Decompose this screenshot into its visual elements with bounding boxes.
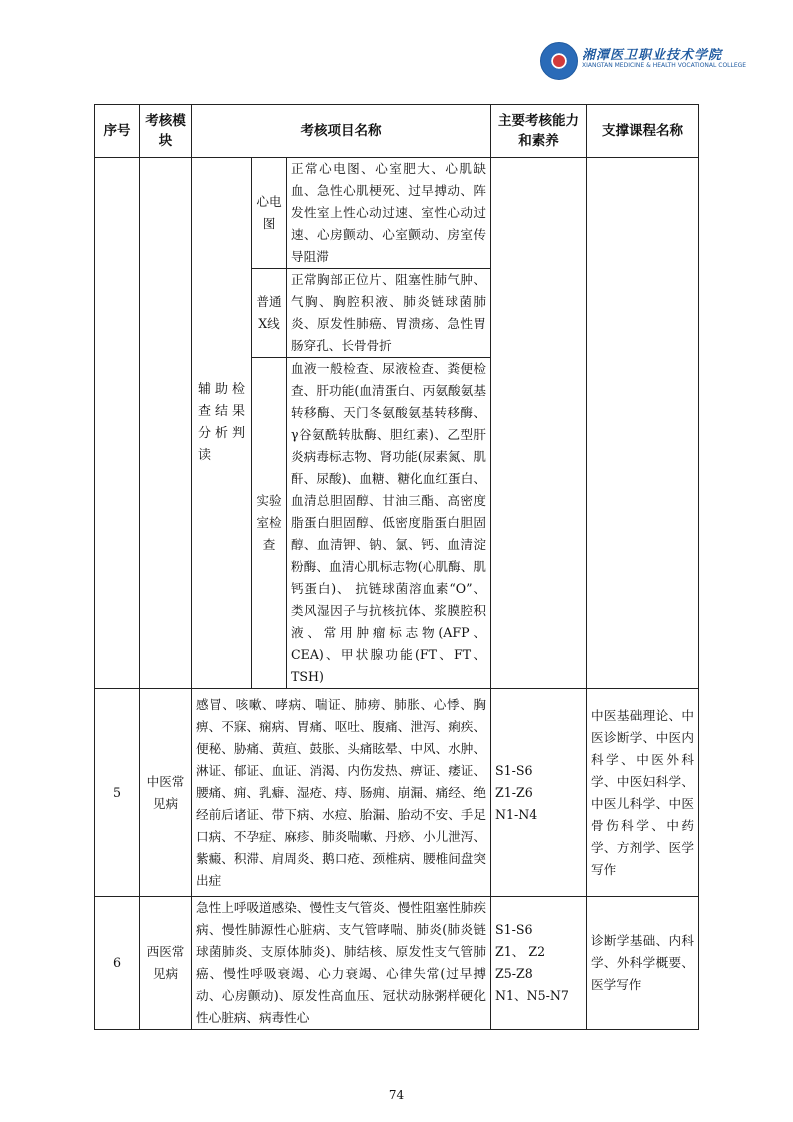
college-emblem-icon — [540, 42, 578, 80]
row-no: 5 — [95, 689, 140, 897]
sub-label-ecg: 心电图 — [252, 158, 287, 269]
college-logo — [540, 42, 770, 82]
sub-content-xray: 正常胸部正位片、阻塞性肺气肿、气胸、胸腔积液、肺炎链球菌肺炎、原发性肺癌、胃溃疡、急性胃肠穿孔、长骨骨折 — [287, 269, 491, 358]
row-course: 中医基础理论、中医诊断学、中医内科学、中医外科学、中医妇科学、中医儿科学、中医骨伤科学、中药学、方剂学、医学写作 — [587, 689, 699, 897]
header-course: 支撑课程名称 — [587, 105, 699, 158]
ability-line: Z1、 Z2 — [495, 944, 546, 959]
cont-ability-cell — [491, 158, 587, 689]
row-course: 诊断学基础、内科学、外科学概要、医学写作 — [587, 897, 699, 1030]
header-ability: 主要考核能力和素养 — [491, 105, 587, 158]
college-name-cn: 湘潭医卫职业技术学院 — [582, 48, 723, 63]
sub-module-label: 辅助检查结果分析判读 — [192, 158, 252, 689]
table-header-row — [95, 105, 699, 158]
cont-module-cell — [140, 158, 192, 689]
table-row — [95, 689, 699, 897]
row-module: 西医常见病 — [140, 897, 192, 1030]
row-module: 中医常见病 — [140, 689, 192, 897]
row-ability — [491, 897, 587, 1030]
sub-content-ecg: 正常心电图、心室肥大、心肌缺血、急性心肌梗死、过早搏动、阵发性室上性心动过速、室性心动过速、心房颤动、心室颤动、房室传导阻滞 — [287, 158, 491, 269]
table-row — [95, 897, 699, 1030]
table-row — [95, 158, 699, 269]
header-module: 考核模块 — [140, 105, 192, 158]
college-name-en: XIANGTAN MEDICINE & HEALTH VOCATIONAL COLLEGE — [582, 62, 747, 69]
ability-line: N1-N4 — [495, 806, 538, 822]
ability-line: Z1-Z6 — [495, 784, 533, 800]
ability-line: S1-S6 — [495, 922, 533, 937]
row-content: 感冒、咳嗽、哮病、喘证、肺痨、肺胀、心悸、胸痹、不寐、痫病、胃痛、呕吐、腹痛、泄泻、痢疾、便秘、胁痛、黄疸、鼓胀、头痛眩晕、中风、水肿、淋证、郁证、血证、消渴、内伤发热、痹证、痿证、腰痛、痈、乳癖、湿疮、痔、肠痈、崩漏、痛经、绝经前后诸证、带下病、水痘、胎漏、胎动不安、手足口病、不孕症、麻疹、肺炎喘嗽、丹痧、小儿泄泻、紫癜、积滞、肩周炎、鹅口疮、颈椎病、腰椎间盘突出症 — [192, 689, 491, 897]
sub-label-lab: 实验室检查 — [252, 358, 287, 689]
ability-line: Z5-Z8 — [495, 966, 533, 981]
row-no: 6 — [95, 897, 140, 1030]
cont-no-cell — [95, 158, 140, 689]
ability-line: S1-S6 — [495, 762, 533, 778]
cont-course-cell — [587, 158, 699, 689]
ability-line: N1、N5-N7 — [495, 988, 569, 1003]
page-number: 74 — [388, 1088, 405, 1102]
header-item: 考核项目名称 — [192, 105, 491, 158]
sub-content-lab: 血液一般检查、尿液检查、粪便检查、肝功能(血清蛋白、丙氨酸氨基转移酶、天门冬氨酸氨基转移酶、γ谷氨酰转肽酶、胆红素)、乙型肝炎病毒标志物、肾功能(尿素氮、肌酐、尿酸)、血糖、糖化血红蛋白、血清总胆固醇、甘油三酯、高密度脂蛋白胆固醇、低密度脂蛋白胆固醇、血清钾、钠、氯、钙、血清淀粉酶、血清心肌标志物(心肌酶、肌钙蛋白)、 抗链球菌溶血素“O”、类风湿因子与抗核抗体、浆膜腔积液、常用肿瘤标志物(AFP、CEA)、甲状腺功能(FT、FT、TSH) — [287, 358, 491, 689]
assessment-table — [94, 104, 699, 1030]
sub-label-xray: 普通X线 — [252, 269, 287, 358]
row-ability — [491, 689, 587, 897]
header-no: 序号 — [95, 105, 140, 158]
row-content: 急性上呼吸道感染、慢性支气管炎、慢性阻塞性肺疾病、慢性肺源性心脏病、支气管哮喘、肺炎(肺炎链球菌肺炎、支原体肺炎)、肺结核、原发性支气管肺癌、慢性呼吸衰竭、心力衰竭、心律失常(过早搏动、心房颤动)、原发性高血压、冠状动脉粥样硬化性心脏病、病毒性心 — [192, 897, 491, 1030]
